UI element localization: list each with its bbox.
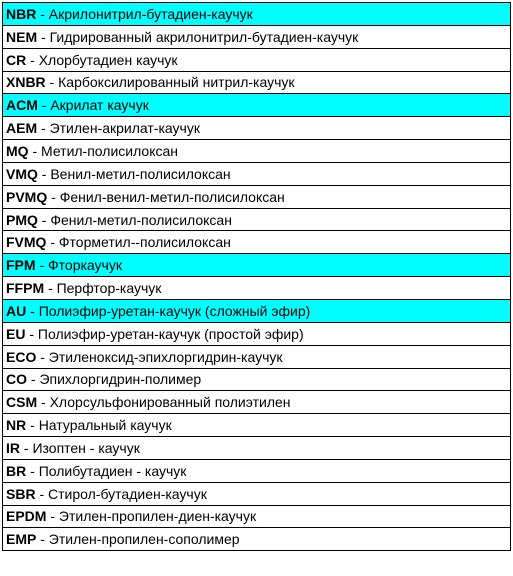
table-row	[3, 163, 510, 186]
separator: -	[45, 74, 59, 91]
material-name: Хлорсульфонированный полиэтилен	[49, 394, 291, 411]
table-row	[3, 300, 510, 323]
separator: -	[36, 348, 49, 365]
separator: -	[27, 371, 40, 388]
separator: -	[26, 51, 39, 68]
material-name: Этилен-пропилен-диен-каучук	[58, 508, 257, 525]
separator: -	[36, 531, 49, 548]
material-code: FFPM	[6, 280, 45, 297]
separator: -	[37, 211, 51, 228]
material-name: Гидрированный акрилонитрил-бутадиен-каучук	[49, 28, 359, 45]
material-code: IR	[6, 439, 20, 456]
material-code: CO	[6, 371, 27, 388]
material-name: Акрилат каучук	[50, 97, 149, 114]
table-row	[3, 277, 510, 300]
material-name: Фенил-метил-полисилоксан	[50, 211, 232, 228]
material-name: Метил-полисилоксан	[41, 142, 179, 159]
separator: -	[35, 485, 49, 502]
table-row	[3, 94, 510, 117]
material-name: Этилен-акрилат-каучук	[49, 120, 200, 137]
separator: -	[26, 417, 39, 434]
table-row	[3, 26, 510, 49]
separator: -	[28, 142, 42, 159]
material-code: FVMQ	[6, 234, 47, 251]
material-name: Полиэфир-уретан-каучук (простой эфир)	[37, 325, 304, 342]
material-name: Эпихлоргидрин-полимер	[39, 371, 202, 388]
material-code: AU	[6, 302, 27, 319]
material-name: Фторкаучук	[48, 257, 122, 274]
material-name: Полибутадиен - каучук	[38, 462, 187, 479]
material-name: Хлорбутадиен каучук	[38, 51, 178, 68]
material-name: Карбоксилированный нитрил-каучук	[58, 74, 295, 91]
separator: -	[37, 165, 51, 182]
table-row	[3, 49, 510, 72]
table-row	[3, 72, 510, 95]
material-name: Этилен-пропилен-сополимер	[48, 531, 240, 548]
material-code: PVMQ	[6, 188, 48, 205]
material-name: Фенил-венил-метил-полисилоксан	[59, 188, 285, 205]
separator: -	[37, 120, 50, 137]
table-row	[3, 414, 510, 437]
table-row	[3, 254, 510, 277]
table-row	[3, 231, 510, 254]
material-name: Стирол-бутадиен-каучук	[48, 485, 207, 502]
material-code: ECO	[6, 348, 37, 365]
separator: -	[46, 508, 59, 525]
table-row	[3, 186, 510, 209]
table-row	[3, 140, 510, 163]
table-row	[3, 117, 510, 140]
material-code: AEM	[6, 120, 38, 137]
material-code: EPDM	[6, 508, 47, 525]
table-row	[3, 3, 510, 26]
separator: -	[37, 28, 50, 45]
separator: -	[37, 97, 51, 114]
material-code: FPM	[6, 257, 36, 274]
material-code: PMQ	[6, 211, 38, 228]
table-row	[3, 323, 510, 346]
material-code: SBR	[6, 485, 36, 502]
separator: -	[46, 234, 59, 251]
separator: -	[25, 325, 38, 342]
material-name: Фторметил--полисилоксан	[58, 234, 231, 251]
material-name: Изоптен - каучук	[32, 439, 140, 456]
table-row	[3, 369, 510, 392]
material-code: MQ	[6, 142, 29, 159]
material-code: NEM	[6, 28, 38, 45]
material-code: CR	[6, 51, 27, 68]
material-code: CSM	[6, 394, 38, 411]
material-name: Полиэфир-уретан-каучук (сложный эфир)	[38, 302, 311, 319]
rubber-abbreviation-table	[2, 2, 511, 551]
separator: -	[35, 257, 49, 274]
table-row	[3, 391, 510, 414]
table-row	[3, 209, 510, 232]
table-row	[3, 346, 510, 369]
table-row	[3, 506, 510, 529]
table-row	[3, 437, 510, 460]
material-name: Венил-метил-полисилоксан	[50, 165, 231, 182]
material-code: XNBR	[6, 74, 46, 91]
table-row	[3, 528, 510, 551]
separator: -	[20, 439, 33, 456]
table-row	[3, 460, 510, 483]
material-code: EMP	[6, 531, 37, 548]
separator: -	[26, 302, 39, 319]
material-code: VMQ	[6, 165, 38, 182]
material-name: Акрилонитрил-бутадиен-каучук	[48, 5, 253, 22]
material-code: NR	[6, 417, 27, 434]
material-name: Перфтор-каучук	[56, 280, 162, 297]
table-row	[3, 483, 510, 506]
separator: -	[36, 5, 49, 22]
separator: -	[37, 394, 50, 411]
separator: -	[26, 462, 39, 479]
material-code: BR	[6, 462, 27, 479]
material-name: Натуральный каучук	[38, 417, 172, 434]
material-code: ACM	[6, 97, 38, 114]
material-code: NBR	[6, 5, 37, 22]
material-name: Этиленоксид-эпихлоргидрин-каучук	[48, 348, 283, 365]
separator: -	[47, 188, 60, 205]
material-code: EU	[6, 325, 26, 342]
separator: -	[44, 280, 57, 297]
